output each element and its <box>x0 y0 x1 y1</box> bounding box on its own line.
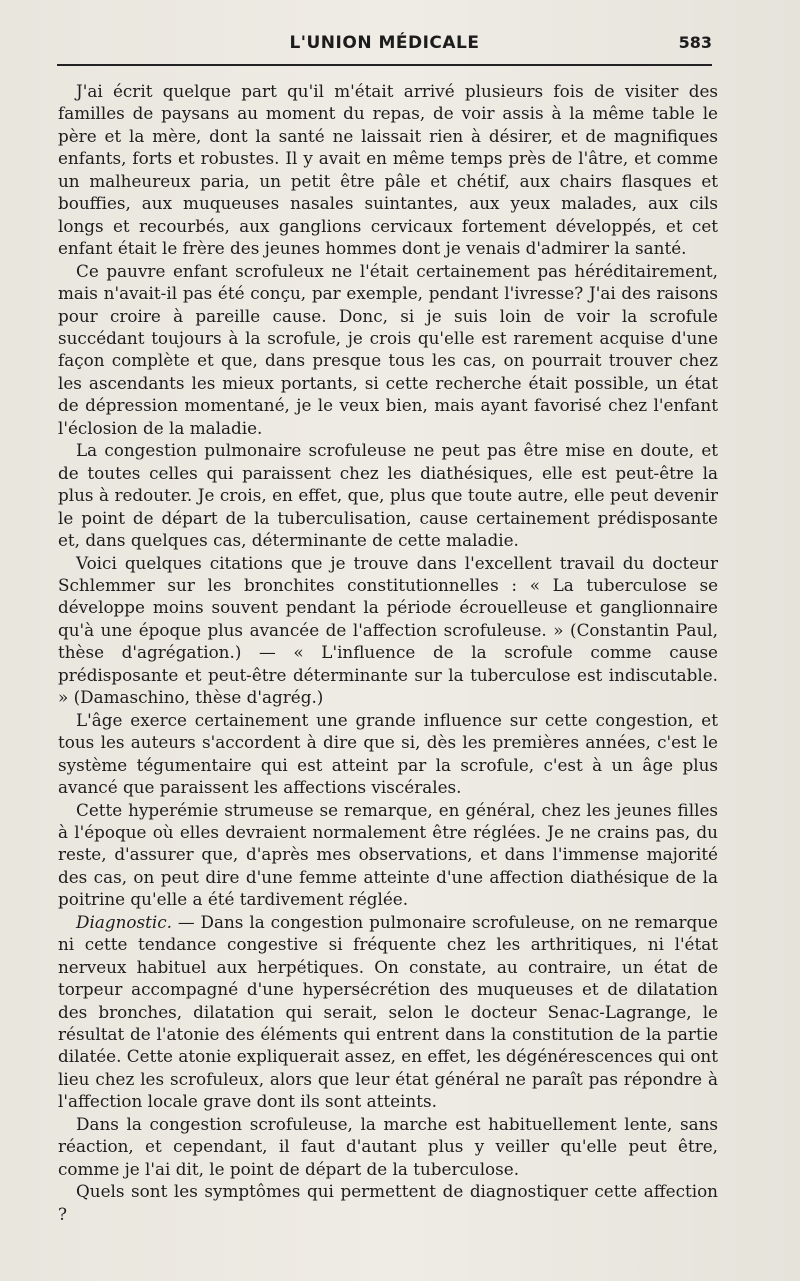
header-rule <box>57 64 712 66</box>
body-text <box>58 80 718 1225</box>
paragraph-7 <box>58 911 718 1113</box>
paragraph-1: J'ai écrit quelque part qu'il m'était arrivé plusieurs fois de visiter des familles de paysans au moment du repas, de voir assis à la même table le père et la mère, dont la santé ne laissait rien à désirer, et de magnifiques enfants, forts et robustes. Il y avait en même temps près de l'âtre, et comme un malheureux paria, un petit être pâle et chétif, aux chairs flasques et bouffies, aux muqueuses nasales suintantes, aux yeux malades, aux cils longs et recourbés, aux ganglions cervicaux fortement développés, et cet enfant était le frère des jeunes hommes dont je venais d'admirer la santé. <box>58 81 718 259</box>
paragraph-4: Voici quelques citations que je trouve dans l'excellent travail du docteur Schlemmer sur les bronchites constitutionnelles : « La tuberculose se développe moins souvent pendant la période écrouelleuse et ganglionnaire qu'à une époque plus avancée de l'affection scrofuleuse. » (Constantin Paul, thèse d'agrégation.) — « L'influence de la scrofule comme cause prédisposante et peut-être déterminante sur la tuberculose est indiscutable. » (Damaschino, thèse d'agrég.) <box>58 552 718 708</box>
paragraph-7-text: — Dans la congestion pulmonaire scrofuleuse, on ne remarque ni cette tendance congestive si fréquente chez les arthritiques, ni l'état nerveux habituel aux herpétiques. On constate, au contraire, un état de torpeur accompagné d'une hypersécrétion des muqueuses et de dilatation des bronches, dilatation qui serait, selon le docteur Senac-Lagrange, le résultat de l'atonie des éléments qui entrent dans la constitution de la partie dilatée. Cette atonie expliquerait assez, en effet, les dégénérescences qui ont lieu chez les scrofuleux, alors que leur état général ne paraît pas répondre à l'affection locale grave dont ils sont atteints. <box>58 911 718 1112</box>
paragraph-6: Cette hyperémie strumeuse se remarque, en général, chez les jeunes filles à l'époque où elles devraient normalement être réglées. Je ne crains pas, du reste, d'assurer que, d'après mes observations, et dans l'immense majorité des cas, on peut dire d'une femme atteinte d'une affection diathésique de la poitrine qu'elle a été tardivement réglée. <box>58 799 718 910</box>
page-header <box>57 33 712 57</box>
paragraph-3: La congestion pulmonaire scrofuleuse ne peut pas être mise en doute, et de toutes celles qui paraissent chez les diathésiques, elle est peut-être la plus à redouter. Je crois, en effet, que, plus que toute autre, elle peut devenir le point de départ de la tuberculisation, cause certainement prédisposante et, dans quelques cas, déterminante de cette maladie. <box>58 440 718 551</box>
page-number: 583 <box>678 33 712 52</box>
paragraph-2: Ce pauvre enfant scrofuleux ne l'était certainement pas héréditairement, mais n'avait-il pas été conçu, par exemple, pendant l'ivresse? J'ai des raisons pour croire à pareille cause. Donc, si je suis loin de voir la scrofule succédant toujours à la scrofule, je crois qu'elle est rarement acquise d'une façon complète et que, dans presque tous les cas, on pourrait trouver chez les ascendants les mieux portants, si cette recherche était possible, un état de dépression momentané, je le veux bien, mais ayant favorisé chez l'enfant l'éclosion de la maladie. <box>58 260 718 438</box>
paragraph-5: L'âge exerce certainement une grande influence sur cette congestion, et tous les auteurs s'accordent à dire que si, dès les premières années, c'est le système tégumentaire qui est atteint par la scrofule, c'est à un âge plus avancé que paraissent les affections viscérales. <box>58 709 718 798</box>
paragraph-9: Quels sont les symptômes qui permettent de diagnostiquer cette affection ? <box>58 1181 718 1224</box>
section-heading-diagnostic: Diagnostic. <box>76 911 172 932</box>
running-title: L'UNION MÉDICALE <box>289 33 480 53</box>
paragraph-8: Dans la congestion scrofuleuse, la marche est habituellement lente, sans réaction, et cependant, il faut d'autant plus y veiller qu'elle peut être, comme je l'ai dit, le point de départ de la tuberculose. <box>58 1113 718 1179</box>
